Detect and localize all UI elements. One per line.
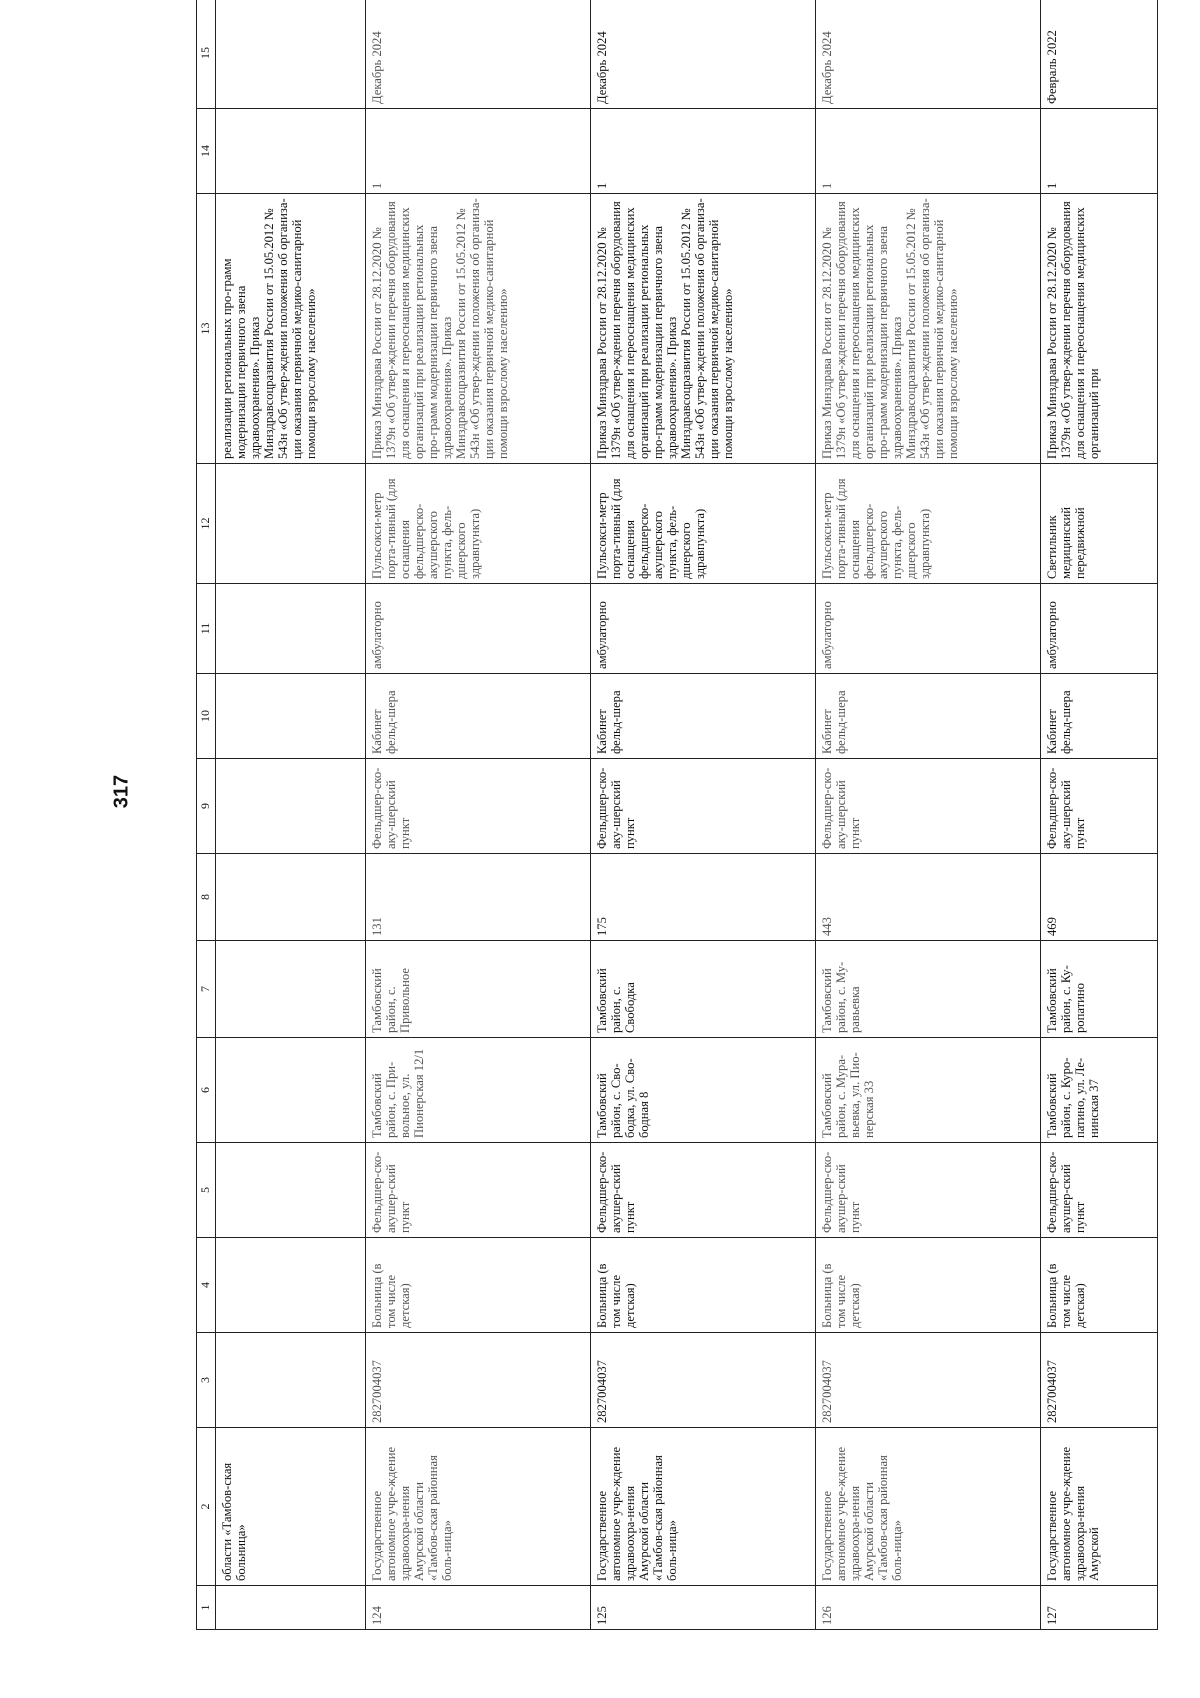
cell-row-number: 126	[816, 1586, 1041, 1630]
header-col-12: 12	[197, 464, 216, 584]
cell-room	[216, 674, 366, 759]
cell-org-type	[216, 1238, 366, 1333]
cell-locality	[216, 941, 366, 1038]
header-row	[197, 0, 216, 1630]
cell-code: 469	[1041, 854, 1158, 941]
cell-code	[216, 854, 366, 941]
cell-address: Тамбовский район, с. При-вольное, ул. Пионерская 12/1	[366, 1038, 591, 1143]
cell-date	[216, 0, 366, 109]
cell-regulation: Приказ Минздрава России от 28.12.2020 № 1379н «Об утвер-ждении перечня оборудования для оснащения и переоснащения медицинских организаций при реализации региональных про-грамм модернизации первичного звена здравоохранения». Приказ Минздравсоцразвития России от 15.05.2012 № 543н «Об утвер-ждении положения об организа-ции оказания первичной медико-санитарной помощи взрослому населению»	[591, 194, 816, 464]
cell-date: Декабрь 2024	[816, 0, 1041, 109]
header-col-15: 15	[197, 0, 216, 109]
cell-organization: Государственное автономное учре-ждение здравоохра-нения Амурской	[1041, 1428, 1158, 1586]
cell-equipment: Светильник медицинский передвижной	[1041, 464, 1158, 584]
cell-row-number: 125	[591, 1586, 816, 1630]
cell-address: Тамбовский район, с. Сво-бодка, ул. Сво-бодная 8	[591, 1038, 816, 1143]
cell-org-type: Больница (в том числе детская)	[366, 1238, 591, 1333]
cell-unit-type: Фельдшер-ско-акушер-ский пункт	[1041, 1143, 1158, 1238]
cell-org-type: Больница (в том числе детская)	[816, 1238, 1041, 1333]
header-col-11: 11	[197, 584, 216, 674]
cell-row-number	[216, 1586, 366, 1630]
cell-address: Тамбовский район, с. Мура-вьевка, ул. Пио-нерская 33	[816, 1038, 1041, 1143]
cell-unit-type: Фельдшер-ско-акушер-ский пункт	[591, 1143, 816, 1238]
table-row	[816, 0, 1041, 1630]
cell-care-form: амбулаторно	[1041, 584, 1158, 674]
header-col-10: 10	[197, 674, 216, 759]
cell-equipment	[216, 464, 366, 584]
cell-department	[216, 759, 366, 854]
cell-locality: Тамбовский район, с. Привольное	[366, 941, 591, 1038]
header-col-13: 13	[197, 194, 216, 464]
header-col-8: 8	[197, 854, 216, 941]
cell-equipment: Пульсокси-метр порта-тивный (для оснащения фельдшерско-акушерского пункта, фель-дшерского здравпункта)	[366, 464, 591, 584]
cell-inn: 2827004037	[591, 1333, 816, 1428]
header-col-4: 4	[197, 1238, 216, 1333]
cell-code: 443	[816, 854, 1041, 941]
cell-department: Фельдшер-ско-аку-шерский пункт	[816, 759, 1041, 854]
cell-quantity: 1	[1041, 109, 1158, 194]
cell-inn	[216, 1333, 366, 1428]
cell-unit-type	[216, 1143, 366, 1238]
cell-equipment: Пульсокси-метр порта-тивный (для оснащения фельдшерско-акушерского пункта, фель-дшерского здравпункта)	[816, 464, 1041, 584]
cell-inn: 2827004037	[816, 1333, 1041, 1428]
cell-organization: Государственное автономное учре-ждение здравоохра-нения Амурской области «Тамбов-ская районная боль-ница»	[591, 1428, 816, 1586]
cell-department: Фельдшер-ско-аку-шерский пункт	[1041, 759, 1158, 854]
cell-room: Кабинет фельд-шера	[591, 674, 816, 759]
cell-department: Фельдшер-ско-аку-шерский пункт	[591, 759, 816, 854]
cell-row-number: 124	[366, 1586, 591, 1630]
cell-room: Кабинет фельд-шера	[816, 674, 1041, 759]
cell-code: 131	[366, 854, 591, 941]
cell-unit-type: Фельдшер-ско-акушер-ский пункт	[816, 1143, 1041, 1238]
header-col-2: 2	[197, 1428, 216, 1586]
cell-room: Кабинет фельд-шера	[1041, 674, 1158, 759]
cell-quantity	[216, 109, 366, 194]
cell-address	[216, 1038, 366, 1143]
header-col-1: 1	[197, 1586, 216, 1630]
cell-organization: Государственное автономное учре-ждение здравоохра-нения Амурской области «Тамбов-ская районная боль-ница»	[816, 1428, 1041, 1586]
cell-quantity: 1	[591, 109, 816, 194]
table-row	[366, 0, 591, 1630]
cell-regulation: Приказ Минздрава России от 28.12.2020 № 1379н «Об утвер-ждении перечня оборудования для оснащения и переоснащения медицинских организаций при	[1041, 194, 1158, 464]
cell-row-number: 127	[1041, 1586, 1158, 1630]
cell-org-type: Больница (в том числе детская)	[1041, 1238, 1158, 1333]
cell-care-form: амбулаторно	[816, 584, 1041, 674]
cell-address: Тамбовский район, с. Куро-патино, ул. Ле-нинская 37	[1041, 1038, 1158, 1143]
cell-organization: Государственное автономное учре-ждение здравоохра-нения Амурской области «Тамбов-ская районная боль-ница»	[366, 1428, 591, 1586]
cell-unit-type: Фельдшер-ско-акушер-ский пункт	[366, 1143, 591, 1238]
header-col-7: 7	[197, 941, 216, 1038]
cell-department: Фельдшер-ско-аку-шерский пункт	[366, 759, 591, 854]
continuation-row	[216, 0, 366, 1630]
cell-care-form: амбулаторно	[366, 584, 591, 674]
cell-date: Декабрь 2024	[591, 0, 816, 109]
cell-regulation: реализации региональных про-грамм модернизации первичного звена здравоохранения». Приказ Минздравсоцразвития России от 15.05.2012 № 543н «Об утвер-ждении положения об организа-ции оказания первичной медико-санитарной помощи взрослому населению»	[216, 194, 366, 464]
cell-code: 175	[591, 854, 816, 941]
cell-date: Декабрь 2024	[366, 0, 591, 109]
cell-regulation: Приказ Минздрава России от 28.12.2020 № 1379н «Об утвер-ждении перечня оборудования для оснащения и переоснащения медицинских организаций при реализации региональных про-грамм модернизации первичного звена здравоохранения». Приказ Минздравсоцразвития России от 15.05.2012 № 543н «Об утвер-ждении положения об организа-ции оказания первичной медико-санитарной помощи взрослому населению»	[366, 194, 591, 464]
cell-locality: Тамбовский район, с. Свободка	[591, 941, 816, 1038]
cell-org-type: Больница (в том числе детская)	[591, 1238, 816, 1333]
header-col-5: 5	[197, 1143, 216, 1238]
cell-regulation: Приказ Минздрава России от 28.12.2020 № 1379н «Об утвер-ждении перечня оборудования для оснащения и переоснащения медицинских организаций при реализации региональных про-грамм модернизации первичного звена здравоохранения». Приказ Минздравсоцразвития России от 15.05.2012 № 543н «Об утвер-ждении положения об организа-ции оказания первичной медико-санитарной помощи взрослому населению»	[816, 194, 1041, 464]
cell-quantity: 1	[816, 109, 1041, 194]
rotated-table-wrapper	[196, 30, 1112, 1630]
table-row	[591, 0, 816, 1630]
header-col-9: 9	[197, 759, 216, 854]
cell-room: Кабинет фельд-шера	[366, 674, 591, 759]
cell-date: Февраль 2022	[1041, 0, 1158, 109]
cell-quantity: 1	[366, 109, 591, 194]
header-col-14: 14	[197, 109, 216, 194]
cell-locality: Тамбовский район, с. Му-равьевка	[816, 941, 1041, 1038]
cell-locality: Тамбовский район, с. Ку-ропатино	[1041, 941, 1158, 1038]
cell-inn: 2827004037	[366, 1333, 591, 1428]
cell-inn: 2827004037	[1041, 1333, 1158, 1428]
cell-organization: области «Тамбов-ская больница»	[216, 1428, 366, 1586]
equipment-table	[196, 0, 1158, 1630]
page-number: 317	[110, 774, 133, 809]
table-row	[1041, 0, 1158, 1630]
cell-care-form: амбулаторно	[591, 584, 816, 674]
header-col-3: 3	[197, 1333, 216, 1428]
cell-care-form	[216, 584, 366, 674]
cell-equipment: Пульсокси-метр порта-тивный (для оснащения фельдшерско-акушерского пункта, фель-дшерского здравпункта)	[591, 464, 816, 584]
header-col-6: 6	[197, 1038, 216, 1143]
